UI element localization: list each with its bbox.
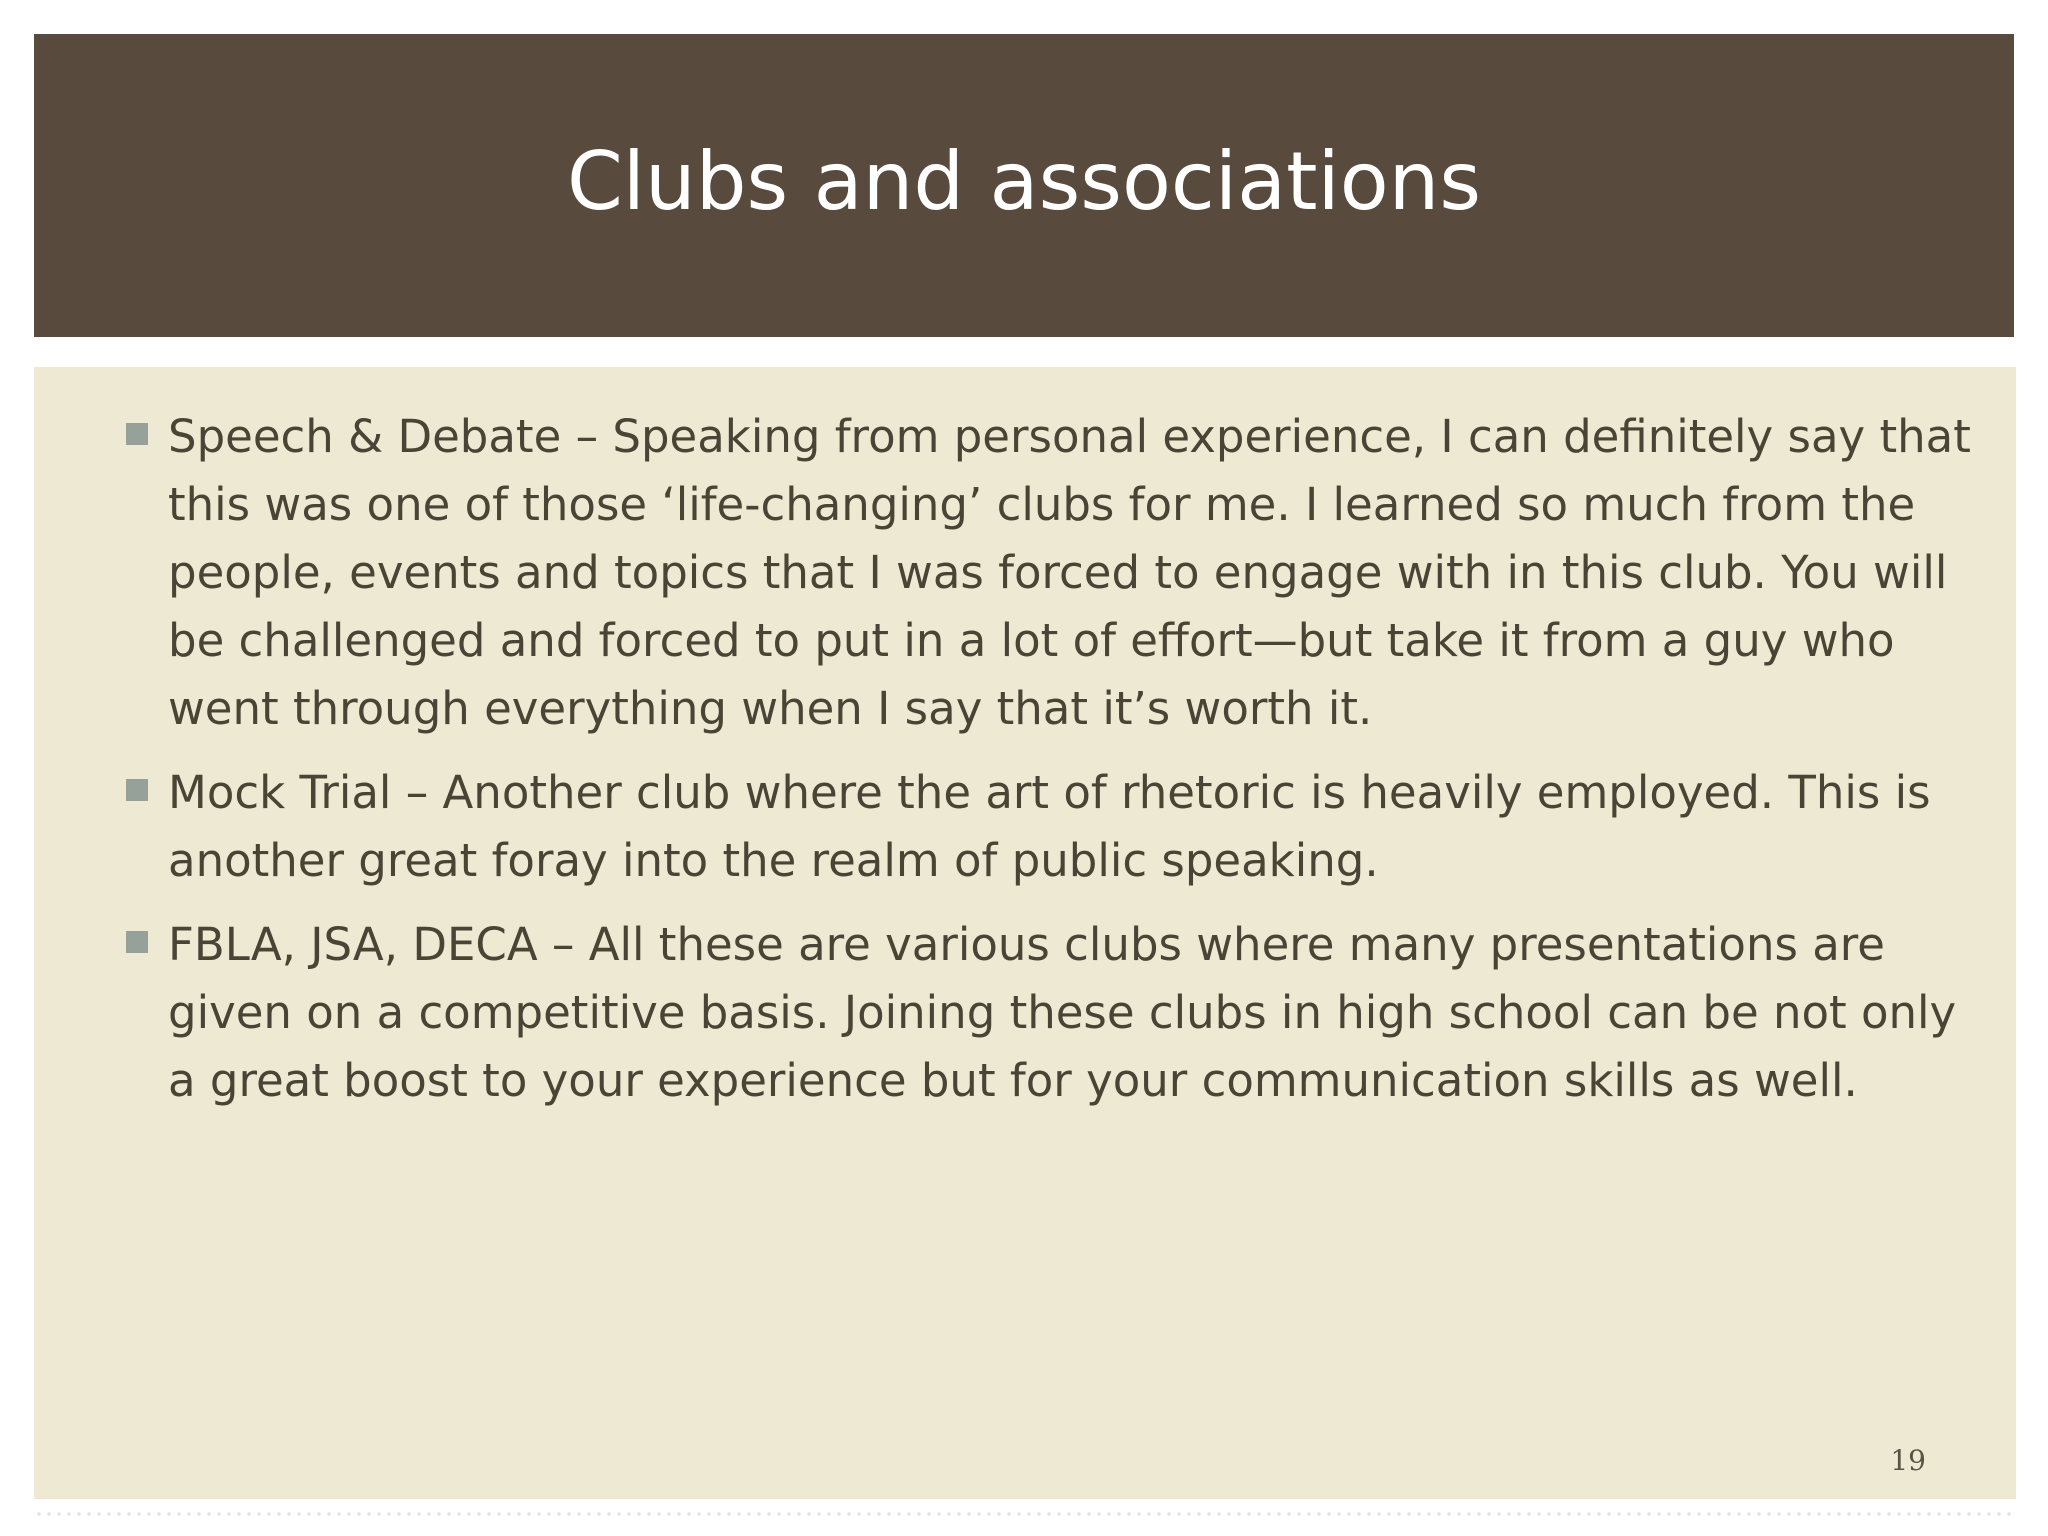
bullet-item-speech-debate [34, 403, 2016, 743]
bullet-item-mock-trial [34, 759, 2016, 895]
bullet-text: FBLA, JSA, DECA – All these are various clubs where many presentations are given on a competitive basis. Joining these clubs in high school can be not only a great boost to your experience but for your communication skills as well. [168, 918, 1957, 1107]
slide-title: Clubs and associations [566, 135, 1482, 228]
bullet-text: Speech & Debate – Speaking from personal experience, I can definitely say that this was one of those ‘life-changing’ clubs for me. I learned so much from the people, events and topics that I was forced to engage with in this club. You will be challenged and forced to put in a lot of effort—but take it from a guy who went through everything when I say that it’s worth it. [168, 410, 1971, 735]
page-number: 19 [1890, 1444, 1926, 1477]
square-bullet-icon [126, 423, 148, 445]
bullet-item-fbla-jsa-deca [34, 911, 2016, 1115]
bullet-text: Mock Trial – Another club where the art of rhetoric is heavily employed. This is another great foray into the realm of public speaking. [168, 766, 1931, 887]
title-bar [34, 34, 2014, 337]
decorative-dotted-border [34, 1510, 2016, 1518]
bullet-list [34, 403, 2016, 1131]
square-bullet-icon [126, 779, 148, 801]
square-bullet-icon [126, 931, 148, 953]
content-panel [34, 367, 2016, 1499]
